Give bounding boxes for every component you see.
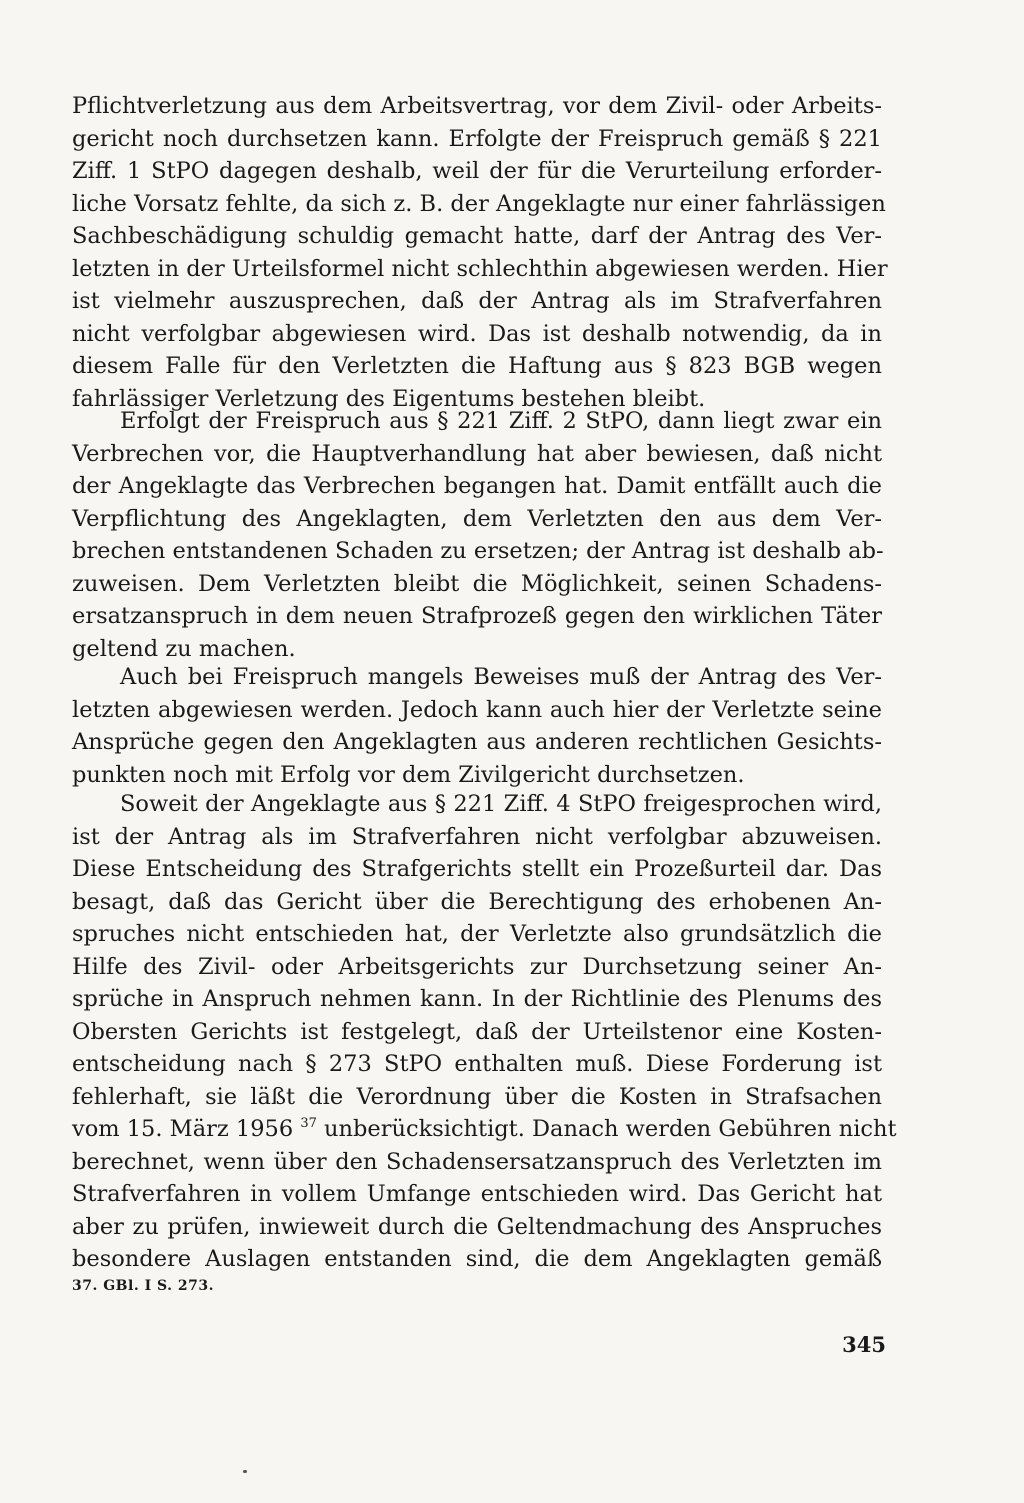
text-line: diesem Falle für den Verletzten die Haftung aus § 823 BGB wegen xyxy=(72,353,882,379)
text-line: Verpflichtung des Angeklagten, dem Verletzten den aus dem Ver- xyxy=(72,505,882,532)
text-line: liche Vorsatz fehlte, da sich z. B. der Angeklagte nur einer fahrlässigen xyxy=(72,190,886,217)
scan-speck xyxy=(243,1470,247,1473)
text-line: besondere Auslagen entstanden sind, die dem Angeklagten gemäß xyxy=(72,1246,882,1272)
text-line: fahrlässiger Verletzung des Eigentums bestehen bleibt. xyxy=(72,385,706,412)
text-line: fehlerhaft, sie läßt die Verordnung über die Kosten in Strafsachen xyxy=(72,1083,882,1110)
text-line: Ansprüche gegen den Angeklagten aus anderen rechtlichen Gesichts- xyxy=(72,729,882,755)
text-line-with-footnote xyxy=(72,1113,897,1146)
text-line: nicht verfolgbar abgewiesen wird. Das ist deshalb notwendig, da in xyxy=(72,320,882,347)
text-segment: unberücksichtigt. Danach werden Gebühren nicht xyxy=(324,1116,897,1142)
text-line: Erfolgt der Freispruch aus § 221 Ziff. 2 StPO, dann liegt zwar ein xyxy=(120,408,882,434)
text-line: ist der Antrag als im Strafverfahren nicht verfolgbar abzuweisen. xyxy=(72,823,882,850)
paragraph-2 xyxy=(72,405,882,665)
footnote: 37. GBl. I S. 273. xyxy=(72,1278,214,1294)
text-line: Obersten Gerichts ist festgelegt, daß der Urteilstenor eine Kosten- xyxy=(72,1018,882,1045)
text-line: sprüche in Anspruch nehmen kann. In der Richtlinie des Plenums des xyxy=(72,986,882,1012)
text-line: der Angeklagte das Verbrechen begangen hat. Damit entfällt auch die xyxy=(72,473,882,499)
paragraph-1 xyxy=(72,90,888,415)
text-line: ersatzanspruch in dem neuen Strafprozeß gegen den wirklichen Täter xyxy=(72,603,882,629)
text-line: letzten abgewiesen werden. Jedoch kann auch hier der Verletzte seine xyxy=(72,696,882,723)
text-line: Hilfe des Zivil- oder Arbeitsgerichts zur Durchsetzung seiner An- xyxy=(72,953,882,980)
text-line: gericht noch durchsetzen kann. Erfolgte der Freispruch gemäß § 221 xyxy=(72,125,882,152)
text-line: letzten in der Urteilsformel nicht schlechthin abgewiesen werden. Hier xyxy=(72,255,888,282)
text-line: Strafverfahren in vollem Umfange entschieden wird. Das Gericht hat xyxy=(72,1181,882,1207)
text-line: spruches nicht entschieden hat, der Verletzte also grundsätzlich die xyxy=(72,921,882,947)
page-number: 345 xyxy=(842,1332,886,1357)
text-line: entscheidung nach § 273 StPO enthalten muß. Diese Forderung ist xyxy=(72,1051,882,1077)
text-line: zuweisen. Dem Verletzten bleibt die Möglichkeit, seinen Schadens- xyxy=(72,570,882,597)
paragraph-4 xyxy=(72,788,897,1276)
text-line: ist vielmehr auszusprechen, daß der Antrag als im Strafverfahren xyxy=(72,288,882,314)
text-line: Ziff. 1 StPO dagegen deshalb, weil der für die Verurteilung erforder- xyxy=(72,158,882,184)
text-line: Diese Entscheidung des Strafgerichts stellt ein Prozeßurteil dar. Das xyxy=(72,856,882,882)
text-segment: vom 15. März 1956 xyxy=(72,1116,294,1142)
footnote-reference: 37 xyxy=(300,1116,317,1131)
text-line: besagt, daß das Gericht über die Berechtigung des erhobenen An- xyxy=(72,888,882,915)
text-line: punkten noch mit Erfolg vor dem Zivilgericht durchsetzen. xyxy=(72,761,745,788)
text-line: Pflichtverletzung aus dem Arbeitsvertrag, vor dem Zivil- oder Arbeits- xyxy=(72,93,882,119)
text-line: aber zu prüfen, inwieweit durch die Geltendmachung des Anspruches xyxy=(72,1213,882,1240)
text-line: Auch bei Freispruch mangels Beweises muß der Antrag des Ver- xyxy=(120,664,882,690)
text-line: geltend zu machen. xyxy=(72,635,296,662)
text-line: Soweit der Angeklagte aus § 221 Ziff. 4 StPO freigesprochen wird, xyxy=(120,791,882,817)
text-line: Verbrechen vor, die Hauptverhandlung hat aber bewiesen, daß nicht xyxy=(72,440,882,467)
paragraph-3 xyxy=(72,661,882,791)
text-line: brechen entstandenen Schaden zu ersetzen; der Antrag ist deshalb ab- xyxy=(72,538,884,564)
text-line: berechnet, wenn über den Schadensersatzanspruch des Verletzten im xyxy=(72,1148,882,1175)
text-line: Sachbeschädigung schuldig gemacht hatte, darf der Antrag des Ver- xyxy=(72,223,882,249)
